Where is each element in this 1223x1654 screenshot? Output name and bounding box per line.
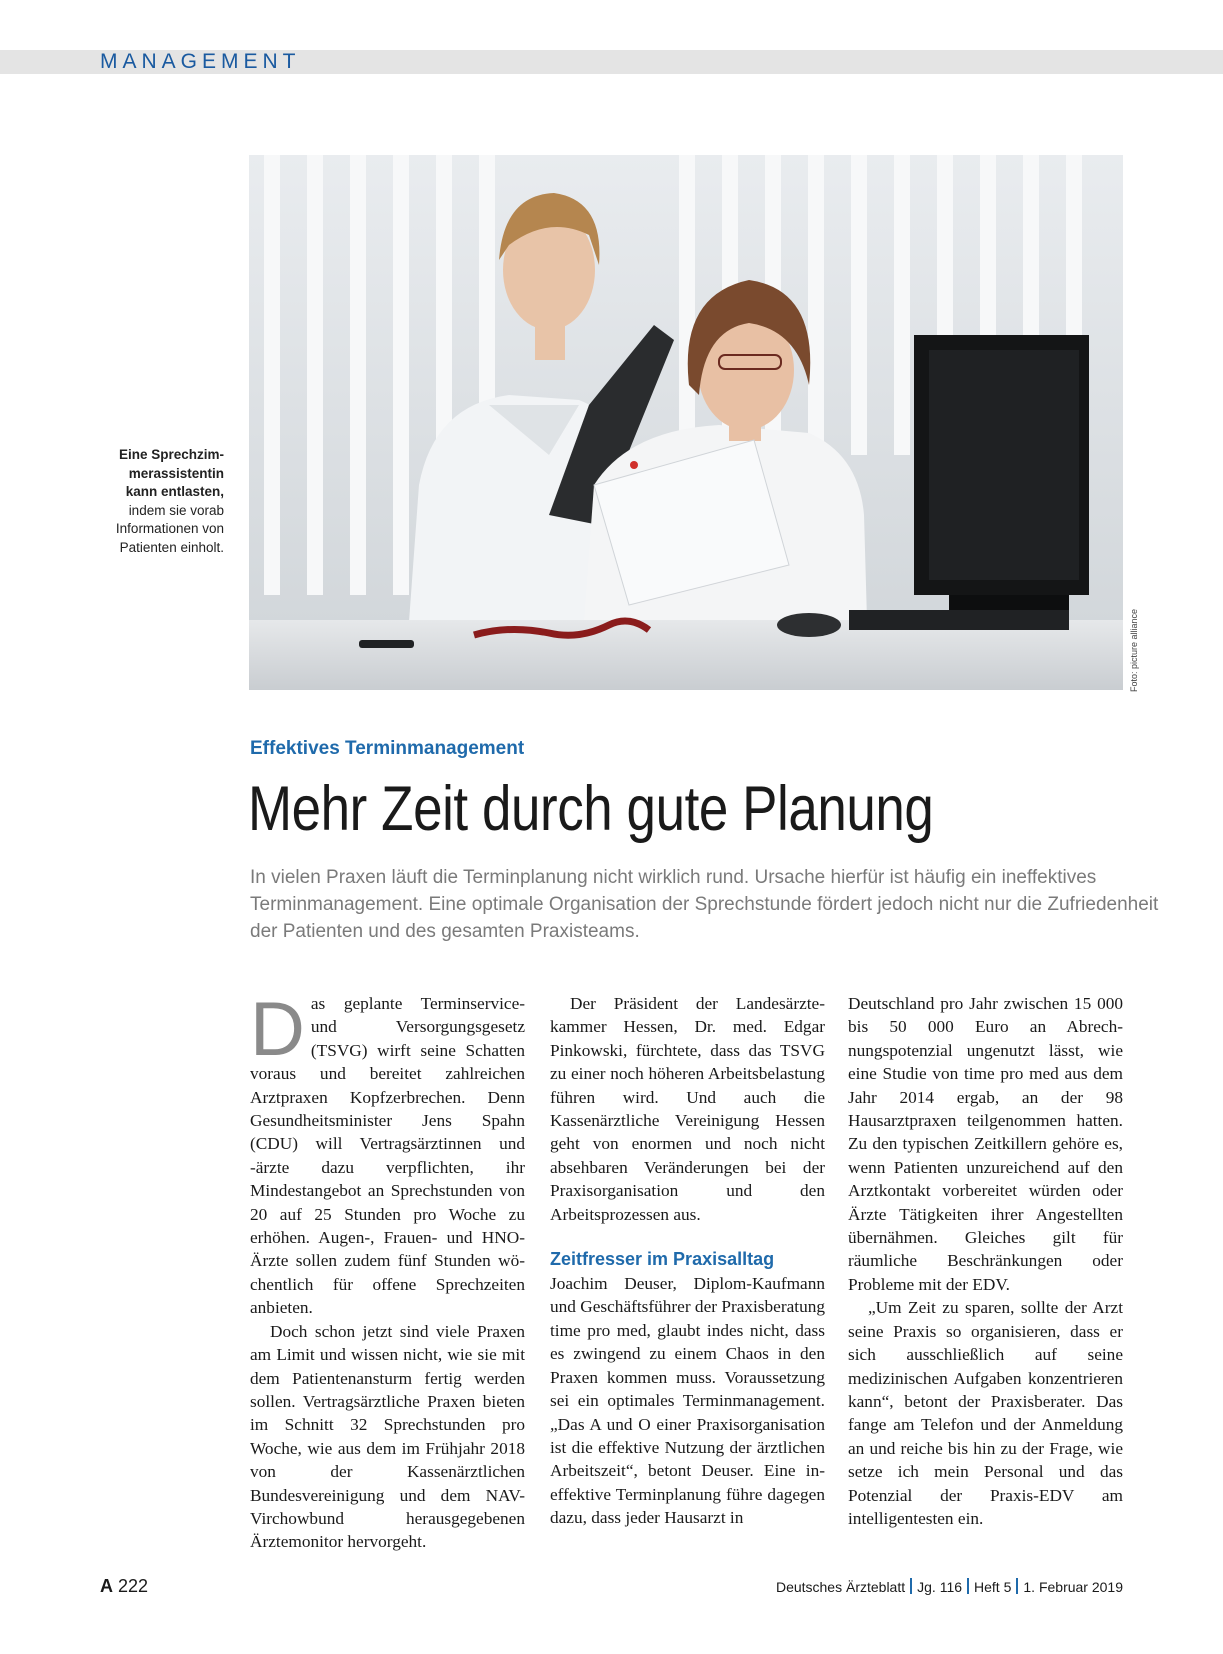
footer-publication [776,1578,1123,1595]
article-column-1 [250,987,525,1554]
page-prefix: A [100,1576,113,1596]
drop-cap: D [250,987,305,1072]
separator [967,1578,969,1594]
journal-name: Deutsches Ärzteblatt [775,1579,906,1595]
volume: Jg. 116 [917,1579,963,1595]
article-photo [249,155,1123,690]
article-column-2 [550,992,825,1530]
article-headline: Mehr Zeit durch gute Planung [248,774,934,844]
paragraph: Der Präsident der Landesärztekammer Hessen, Dr. med. Edgar Pinkowski, fürchtete, dass das TSVG zu einer noch höheren Arbeitsbelastung führen wird. Und auch die Kassenärztliche Vereinigung Hessen geht von enormen und noch nicht absehbaren Veränderungen bei der Praxisorganisation und den Arbeitsprozessen aus. [550,994,825,1224]
paragraph: Doch schon jetzt sind viele Praxen am Limit und wissen nicht, wie sie mit dem Patientenansturm fertig werden sollen. Vertragsärztliche Praxen bieten im Schnitt 32 Sprechstunden pro Woche, wie aus dem im Frühjahr 2018 von der Kassenärztlichen Bundesvereinigung und dem NAV-Virchowbund herausgegebenen Ärztemonitor hervorgeht. [250,1321,525,1552]
article-kicker: Effektives Terminmanagement [250,738,525,759]
photo-credit: Foto: picture alliance [1129,608,1139,692]
separator [910,1578,912,1594]
separator [1016,1578,1018,1594]
issue: Heft 5 [974,1579,1012,1595]
photo-illustration [249,155,1123,690]
page-number [100,1576,148,1597]
section-label: MANAGEMENT [100,50,301,73]
photo-caption [96,446,224,557]
paragraph: Joachim Deuser, Diplom-Kaufmann und Geschäftsführer der Praxisberatung time pro med, glaubt indes nicht, dass es zwingend zu einem Chaos in den Praxen kommen muss. Voraussetzung sei ein optimales Terminmanagement. „Das A und O einer Praxisorganisation ist die effektive Nutzung der ärztlichen Arbeitszeit“, betont Deuser. Eine ineffektive Terminplanung führe dagegen dazu, dass jeder Hausarzt in [550,1274,825,1528]
article-subhead: Zeitfresser im Praxisalltag [550,1249,775,1270]
article-teaser: In vielen Praxen läuft die Terminplanung nicht wirklich rund. Ursache hierfür ist häufig ein ineffektives Terminmanagement. Eine optimale Organisation der Sprechstunde fördert jedoch nicht nur die Zufriedenheit der Patienten und des gesamten Praxisteams. [250,867,1159,942]
paragraph: as geplante Terminservice- und Versorgungsgesetz (TSVG) wirft seine Schatten voraus und bereitet zahlreichen Arztpraxen Kopfzerbrechen. Denn Gesundheitsminister Jens Spahn (CDU) will Vertragsärztinnen und -ärzte dazu verpflichten, ihr Mindestangebot an Sprechstunden von 20 auf 25 Stunden pro Woche zu erhöhen. Augen-, Frauen- und HNO-Ärzte sollen zudem fünf Stunden wöchentlich für offene Sprechzeiten anbieten. [250,994,525,1318]
paragraph: „Um Zeit zu sparen, sollte der Arzt seine Praxis so organisieren, dass er sich ausschließlich auf seine medizinischen Aufgaben konzentrieren kann“, betont der Praxisberater. Das fange am Telefon und der Anmeldung an und reiche bis hin zu der Frage, wie setze ich mein Personal und das Potenzial der Praxis-EDV am intelligentesten ein. [848,1298,1123,1528]
issue-date: 1. Februar 2019 [1023,1579,1123,1595]
paragraph: Deutschland pro Jahr zwischen 15 000 bis 50 000 Euro an Abrechnungspotenzial ungenutzt lässt, wie eine Studie von time pro med aus dem Jahr 2014 ergab, an der 98 Hausarztpraxen teilgenommen hatten. Zu den typischen Zeitkillern gehöre es, wenn Patienten unzureichend auf den Arztkontakt vorbereitet würden oder Ärzte Tätigkeiten ihrer Angestellten übernähmen. Gleiches gilt für räumliche Beschränkungen oder Probleme mit der EDV. [848,994,1123,1294]
caption-bold: Eine Sprechzim-merassistentin kann entlasten, [118,447,224,499]
article-column-3 [848,992,1123,1530]
caption-text: indem sie vorab Informationen von Patienten einholt. [115,502,224,555]
page-number-value: 222 [118,1576,149,1596]
